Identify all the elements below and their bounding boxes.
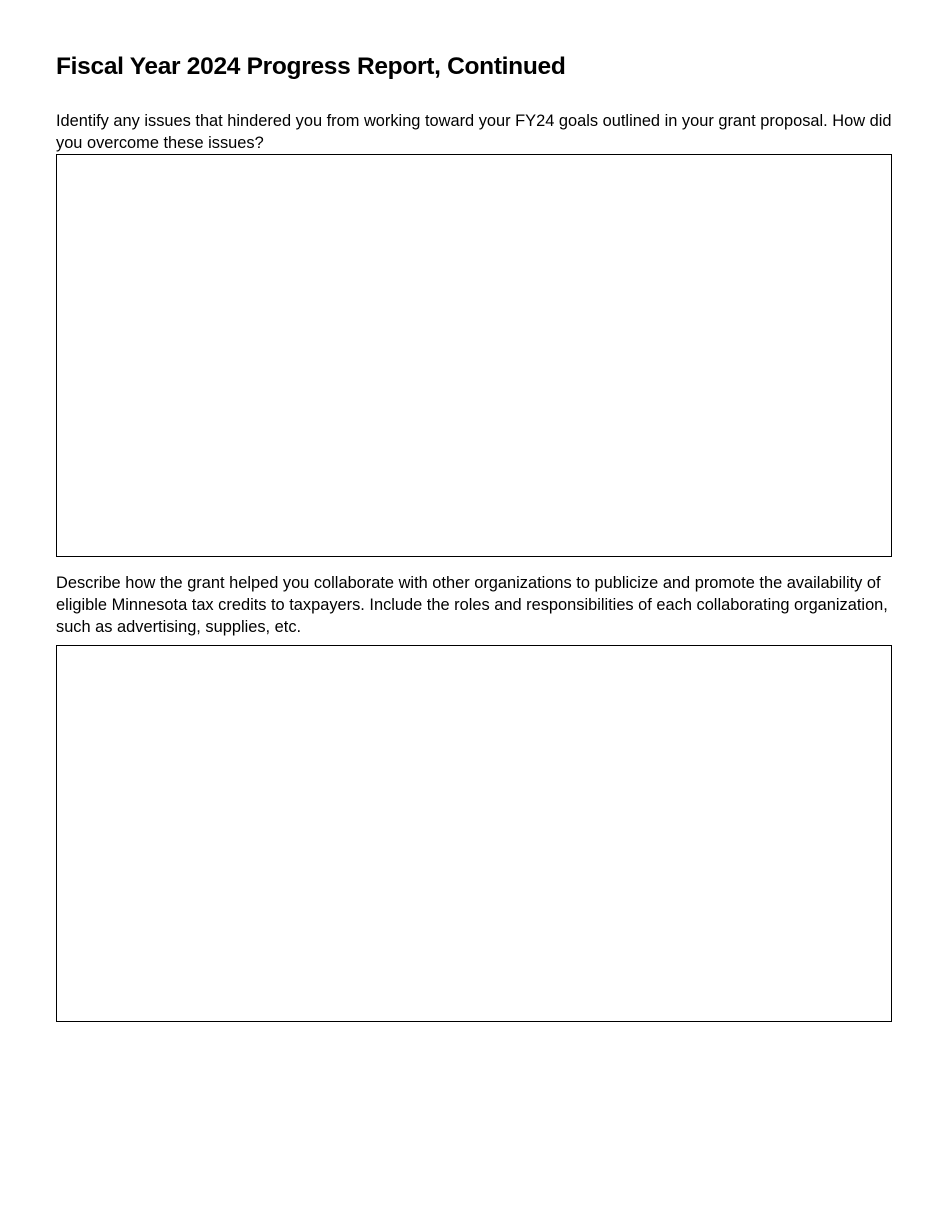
page-title: Fiscal Year 2024 Progress Report, Continued <box>56 53 566 80</box>
issues-response-field[interactable] <box>56 154 892 557</box>
issues-question-label: Identify any issues that hindered you from working toward your FY24 goals outlined in your grant proposal. How did you overcome these issues? <box>56 112 892 152</box>
collaboration-question-label: Describe how the grant helped you collaborate with other organizations to publicize and promote the availability of eligible Minnesota tax credits to taxpayers. Include the roles and responsibilities of each collaborating organization, such as advertising, supplies, etc. <box>56 574 888 636</box>
collaboration-response-field[interactable] <box>56 645 892 1022</box>
